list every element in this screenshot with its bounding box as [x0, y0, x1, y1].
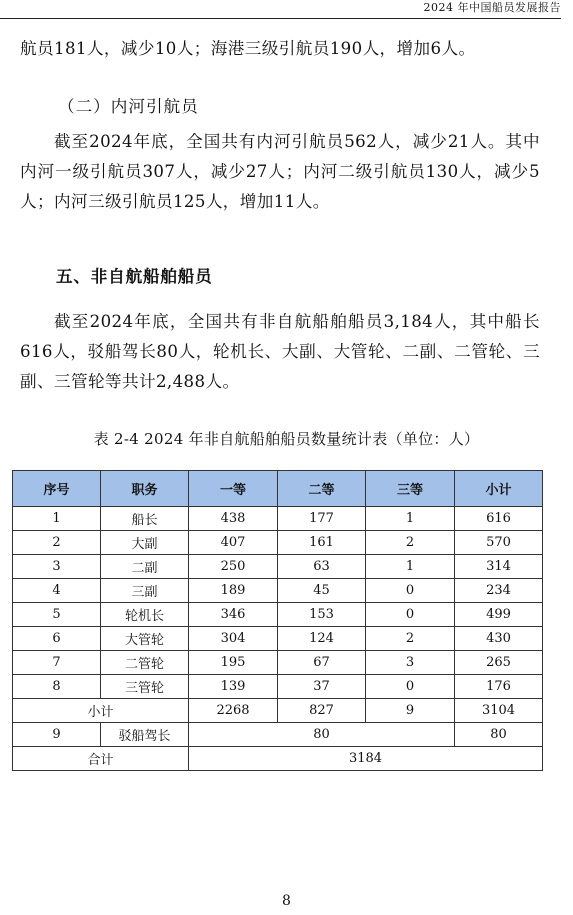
table-row	[13, 507, 543, 531]
cell-first-class: 304	[189, 627, 278, 651]
table-row	[13, 531, 543, 555]
cell-second-class: 161	[278, 531, 366, 555]
column-header-third-class: 三等	[366, 471, 455, 507]
cell-subtotal: 265	[455, 651, 543, 675]
cell-first-class: 407	[189, 531, 278, 555]
cell-no: 4	[13, 579, 101, 603]
cell-role: 船长	[101, 507, 189, 531]
subsection-heading-inland-pilots: （二）内河引航员	[58, 97, 199, 116]
cell-role: 三管轮	[101, 675, 189, 699]
cell-second-class: 153	[278, 603, 366, 627]
cell-second-class: 67	[278, 651, 366, 675]
cell-subtotal: 176	[455, 675, 543, 699]
cell-third-class: 2	[366, 531, 455, 555]
table-row	[13, 651, 543, 675]
column-header-role: 职务	[101, 471, 189, 507]
page-number: 8	[282, 893, 291, 909]
cell-no: 8	[13, 675, 101, 699]
cell-third-class: 0	[366, 603, 455, 627]
cell-no: 6	[13, 627, 101, 651]
cell-role: 二管轮	[101, 651, 189, 675]
cell-subtotal: 430	[455, 627, 543, 651]
cell-no: 9	[13, 723, 101, 747]
cell-second-class: 124	[278, 627, 366, 651]
column-header-no: 序号	[13, 471, 101, 507]
cell-third-class: 0	[366, 579, 455, 603]
cell-no: 2	[13, 531, 101, 555]
cell-subtotal: 570	[455, 531, 543, 555]
cell-third-class: 1	[366, 507, 455, 531]
cell-first-class: 139	[189, 675, 278, 699]
grand-total-label: 合计	[13, 747, 189, 771]
cell-no: 7	[13, 651, 101, 675]
cell-second-class: 63	[278, 555, 366, 579]
table-header-row	[13, 471, 543, 507]
grand-total-row	[13, 747, 543, 771]
table-row	[13, 555, 543, 579]
grand-total-value: 3184	[189, 747, 543, 771]
cell-third-class: 0	[366, 675, 455, 699]
column-header-first-class: 一等	[189, 471, 278, 507]
subtotal-third-class: 9	[366, 699, 455, 723]
cell-second-class: 177	[278, 507, 366, 531]
cell-subtotal: 616	[455, 507, 543, 531]
cell-subtotal: 499	[455, 603, 543, 627]
cell-first-class: 346	[189, 603, 278, 627]
cell-first-class: 250	[189, 555, 278, 579]
paragraph-inland-pilots: 截至2024年底，全国共有内河引航员562人，减少21人。其中内河一级引航员307人，减少27人；内河二级引航员130人，减少5人；内河三级引航员125人，增加11人。	[20, 132, 540, 211]
paragraph-continued: 航员181人，减少10人；海港三级引航员190人，增加6人。	[20, 39, 476, 58]
section-heading-non-self-propelled: 五、非自航船舶船员	[56, 267, 213, 286]
paragraph-non-self-propelled: 截至2024年底，全国共有非自航船舶船员3,184人，其中船长616人，驳船驾长80人，轮机长、大副、大管轮、二副、二管轮、三副、三管轮等共计2,488人。	[20, 312, 540, 391]
cell-first-class: 195	[189, 651, 278, 675]
table-row	[13, 603, 543, 627]
cell-role: 大副	[101, 531, 189, 555]
cell-role: 轮机长	[101, 603, 189, 627]
cell-subtotal: 234	[455, 579, 543, 603]
cell-role: 三副	[101, 579, 189, 603]
cell-first-class: 189	[189, 579, 278, 603]
column-header-second-class: 二等	[278, 471, 366, 507]
running-header	[0, 0, 561, 19]
subtotal-row	[13, 699, 543, 723]
table-row	[13, 675, 543, 699]
cell-no: 5	[13, 603, 101, 627]
subtotal-label: 小计	[13, 699, 189, 723]
table-row	[13, 579, 543, 603]
barge-master-row	[13, 723, 543, 747]
crew-statistics-table	[12, 470, 543, 771]
table-row	[13, 627, 543, 651]
column-header-subtotal: 小计	[455, 471, 543, 507]
cell-subtotal: 80	[455, 723, 543, 747]
cell-second-class: 37	[278, 675, 366, 699]
cell-third-class: 3	[366, 651, 455, 675]
subtotal-first-class: 2268	[189, 699, 278, 723]
cell-subtotal: 314	[455, 555, 543, 579]
cell-second-class: 45	[278, 579, 366, 603]
cell-role: 二副	[101, 555, 189, 579]
table-caption: 表 2-4 2024 年非自航船舶船员数量统计表（单位：人）	[93, 430, 480, 448]
subtotal-second-class: 827	[278, 699, 366, 723]
cell-third-class: 1	[366, 555, 455, 579]
cell-role: 大管轮	[101, 627, 189, 651]
subtotal-total: 3104	[455, 699, 543, 723]
cell-first-class: 438	[189, 507, 278, 531]
running-title: 2024 年中国船员发展报告	[423, 1, 561, 14]
cell-no: 1	[13, 507, 101, 531]
cell-no: 3	[13, 555, 101, 579]
barge-combined-count: 80	[189, 723, 455, 747]
cell-third-class: 2	[366, 627, 455, 651]
cell-role: 驳船驾长	[101, 723, 189, 747]
